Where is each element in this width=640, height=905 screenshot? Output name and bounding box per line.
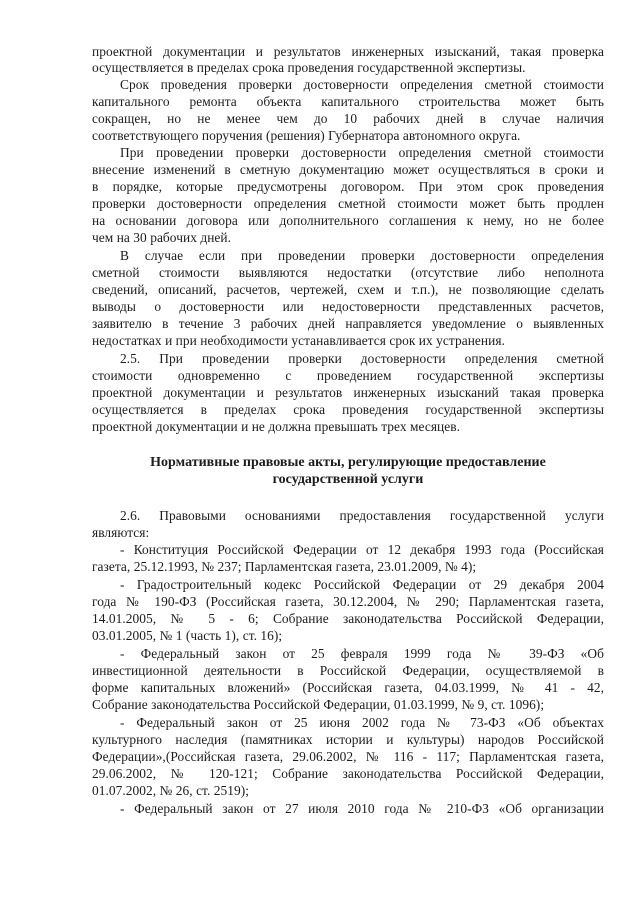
list-item-line: года № 190-ФЗ (Российская газета, 30.12.2004, № 290; Парламентская газета,	[92, 594, 604, 609]
list-item-line: культурного наследия (памятниках истории и культуры) народов Российской	[92, 732, 604, 747]
text-line: стоимости одновременно с проведением государственной экспертизы	[92, 368, 604, 383]
text-line: проектной документации и не должна превышать трех месяцев.	[92, 419, 461, 434]
text-line: капитального ремонта объекта капитального строительства может быть	[92, 94, 604, 109]
text-line: внесение изменений в сметную документацию может осуществляться в сроки и	[92, 162, 604, 177]
list-item-line: - Федеральный закон от 25 июня 2002 года № 73-ФЗ «Об объектах	[120, 715, 604, 730]
text-line: на основании договора или дополнительного соглашения к нему, но не более	[92, 213, 604, 228]
text-line: Срок проведения проверки достоверности определения сметной стоимости	[120, 77, 604, 92]
list-item-line: инвестиционной деятельности в Российской Федерации, осуществляемой в	[92, 663, 604, 678]
text-line: являются:	[92, 525, 150, 540]
text-line: 2.6. Правовыми основаниями предоставления государственной услуги	[120, 508, 604, 523]
list-item-line: форме капитальных вложений» (Российская газета, 04.03.1999, № 41 - 42,	[92, 680, 604, 695]
text-line: сметной стоимости выявляются недостатки (отсутствие либо неполнота	[92, 265, 604, 280]
list-item-line: - Конституция Российской Федерации от 12 декабря 1993 года (Российская	[120, 542, 604, 557]
list-item-line: - Градостроительный кодекс Российской Федерации от 29 декабря 2004	[120, 577, 604, 592]
list-item-line: - Федеральный закон от 27 июля 2010 года № 210-ФЗ «Об организации	[120, 801, 604, 816]
list-item-line: 14.01.2005, № 5 - 6; Собрание законодательства Российской Федерации,	[92, 611, 604, 626]
text-line: сокращен, но не менее чем до 10 рабочих дней в случае наличия	[92, 111, 604, 126]
list-item-line: - Федеральный закон от 25 февраля 1999 года № 39-ФЗ «Об	[120, 646, 604, 661]
text-line: В случае если при проведении проверки достоверности определения	[120, 248, 604, 263]
text-line: выводы о достоверности или недостоверности представленных расчетов,	[92, 299, 604, 314]
text-line: проектной документации и результатов инженерных изысканий, такая проверка	[92, 44, 604, 59]
list-item-line: 03.01.2005, № 1 (часть 1), ст. 16);	[92, 628, 283, 643]
list-item-line: газета, 25.12.1993, № 237; Парламентская газета, 23.01.2009, № 4);	[92, 559, 477, 574]
text-line: проверки достоверности определения сметной стоимости может быть продлен	[92, 196, 604, 211]
list-item-line: 01.07.2002, № 26, ст. 2519);	[92, 783, 250, 798]
list-item-line: Федерации»,(Российская газета, 29.06.2002, № 116 - 117; Парламентская газета,	[92, 749, 604, 764]
text-line: чем на 30 рабочих дней.	[92, 230, 232, 245]
list-item-line: Собрание законодательства Российской Федерации, 01.03.1999, № 9, ст. 1096);	[92, 697, 545, 712]
text-line: сведений, описаний, расчетов, чертежей, схем и т.п.), не позволяющие сделать	[92, 282, 604, 297]
text-line: проектной документации и результатов инженерных изысканий такая проверка	[92, 385, 604, 400]
section-heading: Нормативные правовые акты, регулирующие предоставление	[150, 455, 546, 470]
text-line: При проведении проверки достоверности определения сметной стоимости	[120, 145, 604, 160]
text-line: 2.5. При проведении проверки достоверности определения сметной	[120, 351, 604, 366]
text-line: в порядке, которые предусмотрены договором. При этом срок проведения	[92, 179, 604, 194]
text-line: осуществляется в пределах срока проведения государственной экспертизы.	[92, 60, 526, 75]
text-line: соответствующего поручения (решения) Губернатора автономного округа.	[92, 128, 521, 143]
list-item-line: 29.06.2002, № 120-121; Собрание законодательства Российской Федерации,	[92, 766, 604, 781]
section-heading: государственной услуги	[272, 472, 424, 487]
text-line: заявителю в течение 3 рабочих дней направляется уведомление о выявленных	[92, 316, 604, 331]
text-line: недостатках и при необходимости устанавливается срок их устранения.	[92, 333, 505, 348]
text-line: осуществляется в пределах срока проведения государственной экспертизы	[92, 402, 604, 417]
